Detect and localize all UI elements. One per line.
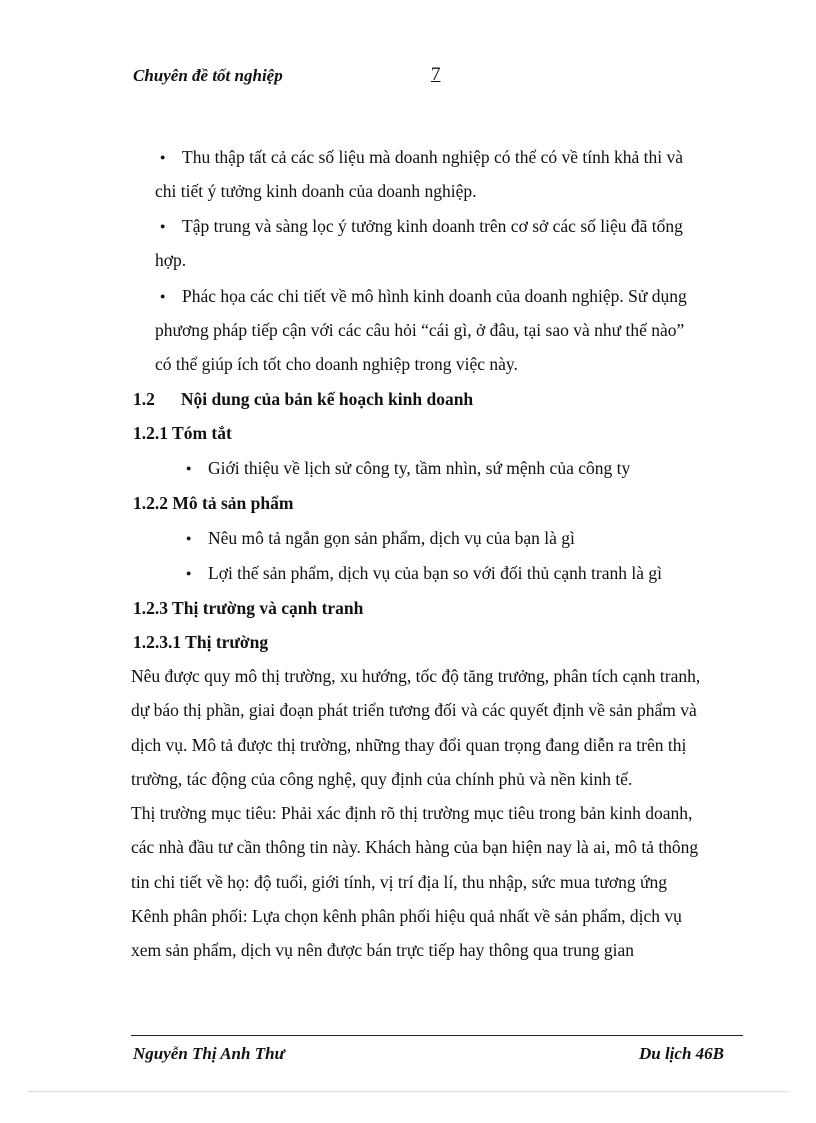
paragraph-line: tin chi tiết về họ: độ tuổi, giới tính, vị trí địa lí, thu nhập, sức mua tương ứng (131, 872, 667, 892)
text-line: phương pháp tiếp cận với các câu hỏi “cái gì, ở đâu, tại sao và như thế nào” (155, 320, 685, 340)
text-line: có thể giúp ích tốt cho doanh nghiệp trong việc này. (155, 354, 518, 374)
bullet-item (186, 457, 630, 482)
paragraph-line: Kênh phân phối: Lựa chọn kênh phân phối hiệu quả nhất về sản phẩm, dịch vụ (131, 906, 682, 926)
page-number: 7 (431, 64, 441, 85)
footer-author: Nguyễn Thị Anh Thư (133, 1044, 285, 1063)
footer-rule (131, 1035, 743, 1036)
paragraph-line: xem sản phẩm, dịch vụ nên được bán trực tiếp hay thông qua trung gian (131, 940, 635, 960)
section-title: Nội dung của bản kế hoạch kinh doanh (180, 389, 474, 409)
section-number: 1.2 (133, 389, 155, 409)
bullet-item (186, 562, 662, 587)
section-heading-1-2 (133, 388, 473, 410)
footer-class: Du lịch 46B (638, 1044, 724, 1063)
bullet-item (186, 527, 575, 552)
bullet-icon (160, 285, 182, 310)
text-line: hợp. (155, 250, 187, 270)
header-title: Chuyên đề tốt nghiệp (133, 66, 283, 85)
bullet-text: Phác họa các chi tiết về mô hình kinh doanh của doanh nghiệp. Sử dụng (182, 286, 687, 306)
paragraph-line: dịch vụ. Mô tả được thị trường, những thay đổi quan trọng đang diễn ra trên thị (131, 735, 687, 755)
bullet-icon (160, 215, 182, 240)
section-heading-1-2-2: 1.2.2 Mô tả sản phẩm (133, 493, 294, 513)
text-line: chi tiết ý tưởng kinh doanh của doanh nghiệp. (155, 181, 477, 201)
bullet-item (160, 285, 687, 310)
paragraph-line: các nhà đầu tư cần thông tin này. Khách hàng của bạn hiện nay là ai, mô tả thông (131, 837, 699, 857)
paragraph-line: trường, tác động của công nghệ, quy định của chính phủ và nền kinh tế. (131, 769, 633, 789)
bullet-icon (186, 562, 208, 587)
page-edge-divider (28, 1091, 788, 1092)
paragraph-line: Thị trường mục tiêu: Phải xác định rõ thị trường mục tiêu trong bản kinh doanh, (131, 803, 693, 823)
bullet-icon (186, 457, 208, 482)
paragraph-line: Nêu được quy mô thị trường, xu hướng, tốc độ tăng trưởng, phân tích cạnh tranh, (131, 666, 701, 686)
bullet-icon (186, 527, 208, 552)
bullet-item (160, 146, 683, 171)
bullet-text: Thu thập tất cả các số liệu mà doanh nghiệp có thể có về tính khả thi và (182, 147, 684, 167)
bullet-item (160, 215, 683, 240)
section-heading-1-2-1: 1.2.1 Tóm tắt (133, 423, 232, 443)
bullet-icon (160, 146, 182, 171)
bullet-text: Giới thiệu về lịch sử công ty, tầm nhìn, sứ mệnh của công ty (208, 458, 631, 478)
bullet-text: Tập trung và sàng lọc ý tưởng kinh doanh trên cơ sở các số liệu đã tổng (182, 216, 683, 236)
bullet-text: Nêu mô tả ngắn gọn sản phẩm, dịch vụ của bạn là gì (208, 528, 575, 548)
bullet-text: Lợi thế sản phẩm, dịch vụ của bạn so với đối thủ cạnh tranh là gì (208, 563, 662, 583)
section-heading-1-2-3: 1.2.3 Thị trường và cạnh tranh (133, 598, 364, 618)
section-heading-1-2-3-1: 1.2.3.1 Thị trường (133, 632, 269, 652)
paragraph-line: dự báo thị phần, giai đoạn phát triển tương đối và các quyết định về sản phẩm và (131, 700, 697, 720)
